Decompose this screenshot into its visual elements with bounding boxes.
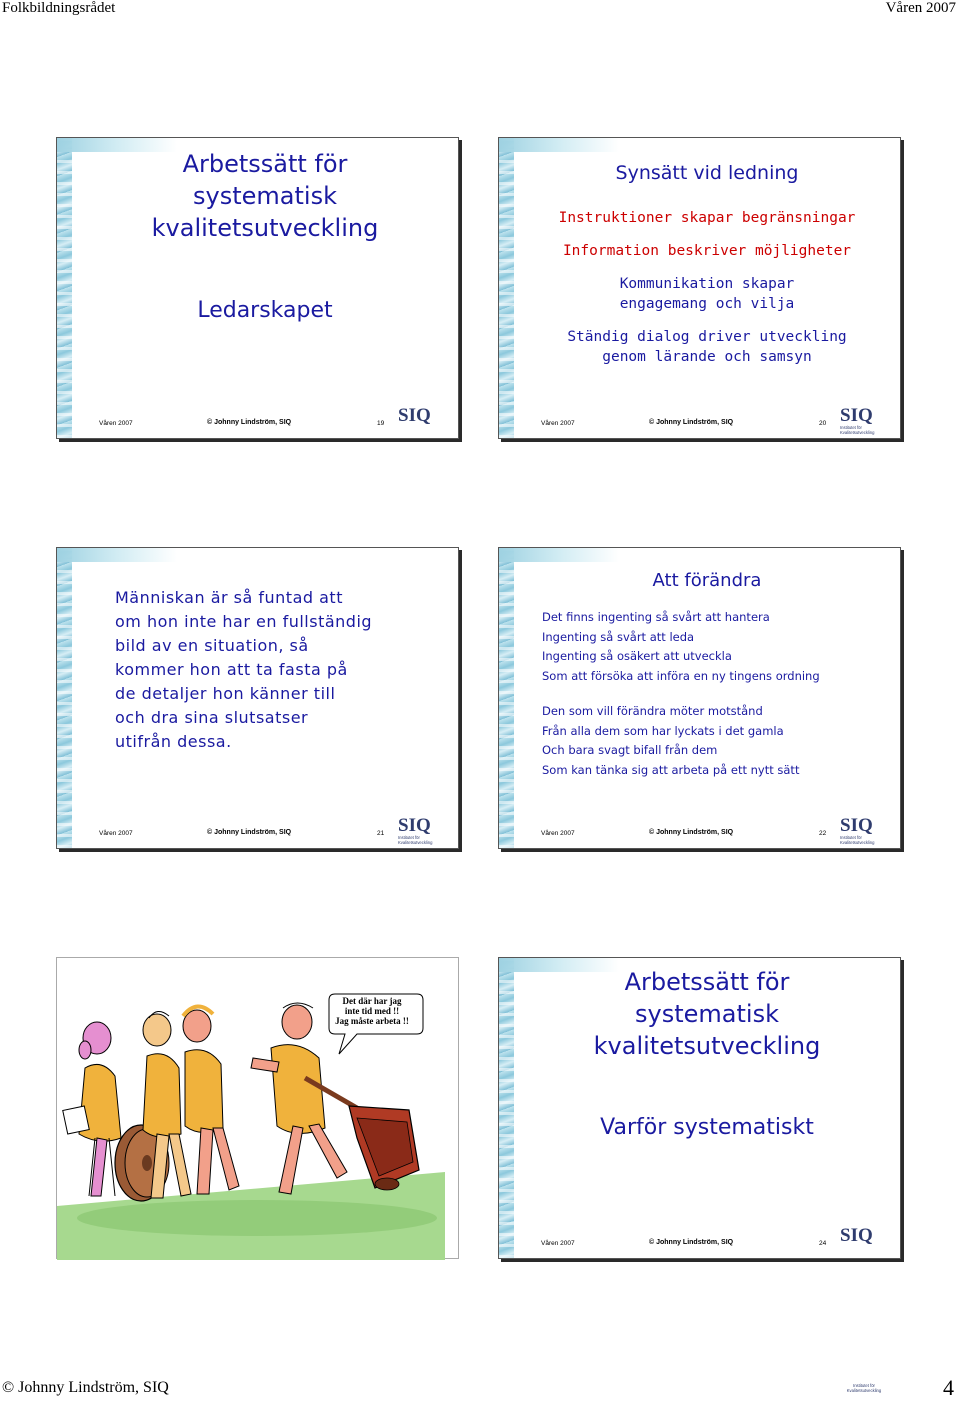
slide-decor-strip — [499, 958, 514, 1258]
logo-text: SIQ — [840, 815, 873, 836]
slide-decor-strip — [57, 138, 72, 438]
body-line: Som kan tänka sig att arbeta på ett nytt sätt — [542, 762, 800, 777]
body-line: kommer hon att ta fasta på — [115, 660, 348, 679]
page-header — [0, 0, 960, 22]
logo-subtext: Institutet för Kvalitetsutveckling — [840, 835, 875, 845]
page-number: 4 — [943, 1375, 954, 1400]
bullet-line: Instruktioner skapar begränsningar — [558, 210, 856, 226]
body-line: Och bara svagt bifall från dem — [542, 743, 718, 757]
body-line: Från alla dem som har lyckats i det gamla — [542, 723, 784, 738]
body-line: utifrån dessa. — [115, 732, 232, 751]
slide-title — [514, 966, 900, 1062]
bubble-line: Jag måste arbeta !! — [335, 1016, 409, 1026]
bullet-line: Ständig dialog driver utveckling — [567, 329, 847, 345]
slide-decor-top — [57, 548, 177, 562]
footer-copyright: © Johnny Lindström, SIQ — [2, 1379, 169, 1396]
bullet-line: genom lärande och samsyn — [602, 349, 812, 365]
slide-number: 20 — [819, 420, 827, 427]
body-line: Ingenting så svårt att leda — [542, 629, 695, 644]
slide-body — [542, 608, 820, 780]
footer-author: © Johnny Lindström, SIQ — [649, 829, 734, 836]
title-line: kvalitetsutveckling — [593, 1032, 821, 1060]
footer-author: © Johnny Lindström, SIQ — [207, 829, 292, 836]
slide-21 — [56, 547, 459, 849]
footer-date: Våren 2007 — [541, 1240, 575, 1247]
siq-logo — [398, 406, 446, 436]
siq-logo — [398, 816, 446, 846]
slide-footer — [499, 404, 900, 438]
slide-22 — [498, 547, 901, 849]
footer-author: © Johnny Lindström, SIQ — [649, 419, 734, 426]
slide-20 — [498, 137, 901, 439]
body-line: om hon inte har en fullständig — [115, 612, 373, 631]
slide-decor-strip — [499, 138, 514, 438]
slide-footer — [57, 404, 458, 438]
logo-text: SIQ — [398, 405, 431, 426]
page-footer — [0, 1375, 960, 1401]
title-line: kvalitetsutveckling — [151, 214, 379, 242]
slide-body — [115, 586, 415, 754]
footer-author: © Johnny Lindström, SIQ — [649, 1239, 734, 1246]
header-organization: Folkbildningsrådet — [2, 0, 116, 16]
slide-title — [72, 148, 458, 244]
footer-date: Våren 2007 — [541, 420, 575, 427]
body-line: de detaljer hon känner till — [115, 684, 336, 703]
body-line: Som att försöka att införa en ny tingens ordning — [542, 668, 820, 683]
slide-19 — [56, 137, 459, 439]
slide-23-cartoon — [56, 957, 459, 1259]
bubble-line: Det där har jag — [342, 996, 402, 1006]
footer-author: © Johnny Lindström, SIQ — [207, 419, 292, 426]
body-line: Människan är så funtad att — [115, 588, 343, 607]
slide-subtitle: Ledarskapet — [197, 298, 333, 323]
slide-number: 19 — [377, 420, 385, 427]
title-line: Arbetssätt för — [182, 150, 348, 178]
body-line: Ingenting så osäkert att utveckla — [542, 649, 732, 663]
body-line: Den som vill förändra möter motstånd — [542, 704, 763, 718]
logo-subtext: Institutet för Kvalitetsutveckling — [840, 425, 875, 435]
slide-decor-strip — [57, 548, 72, 848]
speech-bubble-text — [327, 996, 417, 1026]
slide-number: 22 — [819, 830, 827, 837]
bullet-line: engagemang och vilja — [619, 296, 795, 312]
bubble-line: inte tid med !! — [344, 1006, 400, 1016]
logo-text: SIQ — [398, 815, 431, 836]
slide-footer — [499, 1224, 900, 1393]
logo-text: SIQ — [840, 1225, 873, 1246]
slide-number: 21 — [377, 830, 385, 837]
bullet-line: Information beskriver möjligheter — [562, 243, 852, 259]
siq-logo — [840, 1225, 888, 1393]
footer-date: Våren 2007 — [541, 830, 575, 837]
header-term: Våren 2007 — [885, 0, 956, 16]
slide-footer — [499, 814, 900, 848]
logo-subtext: Institutet för Kvalitetsutveckling — [846, 1383, 882, 1393]
logo-text: SIQ — [840, 405, 873, 426]
slide-number: 24 — [819, 1240, 827, 1247]
body-line: Det finns ingenting så svårt att hantera — [542, 610, 770, 624]
slide-decor-strip — [499, 548, 514, 848]
body-line: och dra sina slutsatser — [115, 708, 309, 727]
slide-title: Synsätt vid ledning — [615, 162, 799, 184]
footer-date: Våren 2007 — [99, 420, 133, 427]
slide-24 — [498, 957, 901, 1393]
body-line: bild av en situation, så — [115, 636, 309, 655]
footer-date: Våren 2007 — [99, 830, 133, 837]
logo-subtext: Institutet för Kvalitetsutveckling — [398, 835, 433, 845]
slide-footer — [57, 814, 458, 848]
slide-subtitle: Varför systematiskt — [600, 1115, 814, 1140]
siq-logo — [840, 816, 888, 846]
title-line: systematisk — [635, 1000, 779, 1028]
bullet-line: Kommunikation skapar — [619, 276, 795, 292]
title-line: systematisk — [193, 182, 337, 210]
slide-title: Att förändra — [652, 570, 762, 591]
siq-logo — [840, 406, 888, 436]
title-line: Arbetssätt för — [624, 968, 790, 996]
